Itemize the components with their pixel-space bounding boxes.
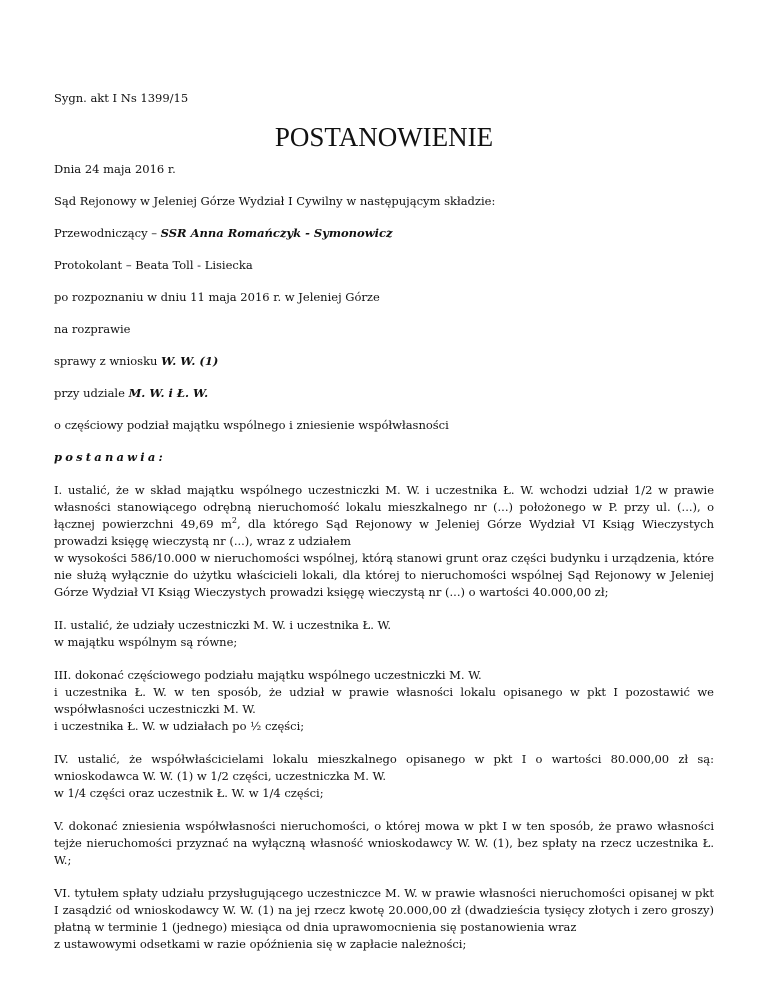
hearing-line: po rozpoznaniu w dniu 11 maja 2016 r. w Jeleniej Górze [54,290,380,304]
paragraph-3-part-c: i uczestnika Ł. W. w udziałach po ½ części; [54,719,305,733]
paragraph-1-part-c: w wysokości 586/10.000 w nieruchomości wspólnej, którą stanowi grunt oraz części budynku i urządzenia, które nie służą wyłącznie do użytku właścicieli lokali, dla której to nieruchomości wspólnej Sąd Rejonowy w Jeleniej Górze Wydział VI Ksiąg Wieczystych prowadzi księgę wieczystą nr (...) o wartości 40.000,00 zł; [54,551,714,599]
participation-line [54,385,714,402]
decision-paragraph-1 [54,482,714,601]
case-reference: Sygn. akt I Ns 1399/15 [54,91,189,105]
date-line: Dnia 24 maja 2016 r. [54,162,176,176]
paragraph-2-part-a: II. ustalić, że udziały uczestniczki M. W. i uczestnika Ł. W. [54,618,391,632]
decision-paragraph-5 [54,818,714,869]
subject-line: o częściowy podział majątku wspólnego i zniesienie współwłasności [54,418,449,432]
chair-name: SSR Anna Romańczyk - Symonowicz [160,226,393,240]
clerk-line: Protokolant – Beata Toll - Lisiecka [54,258,253,272]
paragraph-2-part-b: w majątku wspólnym są równe; [54,635,238,649]
case-label: sprawy z wniosku [54,354,162,368]
paragraph-4-part-b: w 1/4 części oraz uczestnik Ł. W. w 1/4 części; [54,786,324,800]
paragraph-6-part-a: VI. tytułem spłaty udziału przysługującego uczestniczce M. W. w prawie własności nieruchomości opisanej w pkt I zasądzić od wnioskodawcy W. W. (1) na jej rzecz kwotę 20.000,00 zł (dwadzieścia tysięcy złotych i zero groszy) płatną w terminie 1 (jednego) miesiąca od dnia uprawomocnienia się postanowienia wraz [54,886,714,934]
decision-paragraph-6 [54,885,714,953]
case-line [54,353,714,370]
court-line: Sąd Rejonowy w Jeleniej Górze Wydział I Cywilny w następującym składzie: [54,194,496,208]
decision-paragraph-3 [54,667,714,735]
chair-line [54,225,714,242]
decree-heading: postanawia: [54,450,166,464]
case-applicant: W. W. (1) [161,354,219,368]
paragraph-6-part-b: z ustawowymi odsetkami w razie opóźnienia się w zapłacie należności; [54,937,467,951]
session-line: na rozprawie [54,322,131,336]
participants: M. W. i Ł. W. [128,386,209,400]
paragraph-3-part-a: III. dokonać częściowego podziału majątku wspólnego uczestniczki M. W. [54,668,482,682]
paragraph-5-part-a: V. dokonać zniesienia współwłasności nieruchomości, o której mowa w pkt I w ten sposób, że prawo własności tejże nieruchomości przyznać na wyłączną własność wnioskodawcy W. W. (1), bez spłaty na rzecz uczestnika Ł. W.; [54,819,714,867]
paragraph-4-part-a: IV. ustalić, że współwłaścicielami lokalu mieszkalnego opisanego w pkt I o wartości 80.000,00 zł są: wnioskodawca W. W. (1) w 1/2 części, uczestniczka M. W. [54,752,714,783]
area-unit-superscript: 2 [231,516,237,526]
paragraph-1-part-b: , dla którego Sąd Rejonowy w Jeleniej Górze Wydział VI Ksiąg Wieczystych prowadzi księgę wieczystą nr (...), wraz z udziałem [54,517,714,548]
decision-paragraph-4 [54,751,714,802]
participation-label: przy udziale [54,386,129,400]
chair-label: Przewodniczący – [54,226,161,240]
paragraph-1-part-a: I. ustalić, że w skład majątku wspólnego uczestniczki M. W. i uczestnika Ł. W. wchodzi udział 1/2 w prawie własności stanowiącego odrębną nieruchomość lokalu mieszkalnego nr (...) położonego w P. przy ul. (...), o łącznej powierzchni 49,69 m [54,483,714,531]
document-title: POSTANOWIENIE [274,122,494,152]
paragraph-3-part-b: i uczestnika Ł. W. w ten sposób, że udział w prawie własności lokalu opisanego w pkt I pozostawić we współwłasności uczestniczki M. W. [54,685,714,716]
decision-paragraph-2 [54,617,714,651]
